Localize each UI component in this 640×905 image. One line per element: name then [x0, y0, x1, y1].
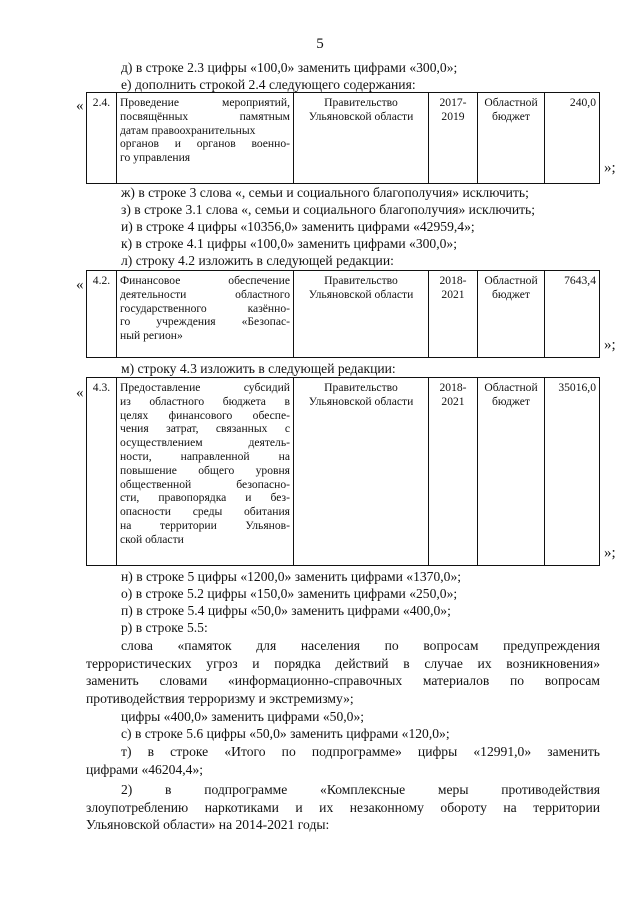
- row-description: Проведение мероприятий, посвящённых памятным датам правоохранительных органов и органов военно- го управления: [117, 93, 294, 184]
- row-amount: 7643,4: [545, 271, 600, 358]
- line-i: и) в строке 4 цифры «10356,0» заменить цифрами «42959,4»;: [121, 219, 475, 234]
- line-l: л) строку 4.2 изложить в следующей редакции:: [121, 253, 394, 268]
- close-quote: »;: [604, 337, 616, 353]
- paragraph-slova: слова «памяток для населения по вопросам предупреждения террористических угроз и порядка действий в случае их возникновения» заменить словами «информационно-справочных материалов по вопросам противодействия терроризму и экстремизму»;: [86, 638, 600, 706]
- line-s: с) в строке 5.6 цифры «50,0» заменить цифрами «120,0»;: [121, 726, 450, 741]
- line-e: е) дополнить строкой 2.4 следующего содержания:: [121, 77, 416, 92]
- row-executor: Правительство Ульяновской области: [294, 271, 429, 358]
- row-description: Предоставление субсидий из областного бюджета в целях финансового обеспе- чения затрат, связанных с осуществлением деятель- ности, направленной на повышение общего уровня общественной безопасно- сти, правопорядка и без- опасности среды обитания на территории Ульянов- ской области: [117, 378, 294, 566]
- line-m: м) строку 4.3 изложить в следующей редакции:: [121, 361, 396, 376]
- paragraph-t: т) в строке «Итого по подпрограмме» цифры «12991,0» заменить цифрами «46204,4»;: [86, 744, 600, 777]
- line-r: р) в строке 5.5:: [121, 620, 208, 635]
- table-row-2-4: [86, 92, 600, 184]
- row-number: 4.2.: [87, 271, 117, 358]
- open-quote: «: [76, 277, 84, 293]
- row-executor: Правительство Ульяновской области: [294, 378, 429, 566]
- row-years: 2018- 2021: [429, 271, 478, 358]
- row-source: Областной бюджет: [478, 378, 545, 566]
- line-n: н) в строке 5 цифры «1200,0» заменить цифрами «1370,0»;: [121, 569, 462, 584]
- line-z: з) в строке 3.1 слова «, семьи и социального благополучия» исключить;: [121, 202, 536, 217]
- row-description: Финансовое обеспечение деятельности областного государственного казённо- го учреждения «Безопас- ный регион»: [117, 271, 294, 358]
- row-source: Областной бюджет: [478, 93, 545, 184]
- paragraph-item-2: 2) в подпрограмме «Комплексные меры противодействия злоупотреблению наркотиками и их незаконному обороту на территории Ульяновской области» на 2014-2021 годы:: [86, 782, 600, 832]
- page-number: 5: [316, 36, 324, 52]
- row-number: 2.4.: [87, 93, 117, 184]
- open-quote: «: [76, 98, 84, 114]
- line-zh: ж) в строке 3 слова «, семьи и социального благополучия» исключить;: [121, 185, 529, 200]
- line-tsifry: цифры «400,0» заменить цифрами «50,0»;: [121, 709, 365, 724]
- row-number: 4.3.: [87, 378, 117, 566]
- line-o: о) в строке 5.2 цифры «150,0» заменить цифрами «250,0»;: [121, 586, 458, 601]
- row-years: 2018- 2021: [429, 378, 478, 566]
- line-k: к) в строке 4.1 цифры «100,0» заменить цифрами «300,0»;: [121, 236, 457, 251]
- line-p: п) в строке 5.4 цифры «50,0» заменить цифрами «400,0»;: [121, 603, 451, 618]
- row-amount: 35016,0: [545, 378, 600, 566]
- row-years: 2017- 2019: [429, 93, 478, 184]
- table-row-4-2: [86, 270, 600, 358]
- table-row-4-3: [86, 377, 600, 566]
- row-executor: Правительство Ульяновской области: [294, 93, 429, 184]
- open-quote: «: [76, 385, 84, 401]
- row-amount: 240,0: [545, 93, 600, 184]
- line-d: д) в строке 2.3 цифры «100,0» заменить цифрами «300,0»;: [121, 60, 458, 75]
- close-quote: »;: [604, 545, 616, 561]
- row-source: Областной бюджет: [478, 271, 545, 358]
- close-quote: »;: [604, 160, 616, 176]
